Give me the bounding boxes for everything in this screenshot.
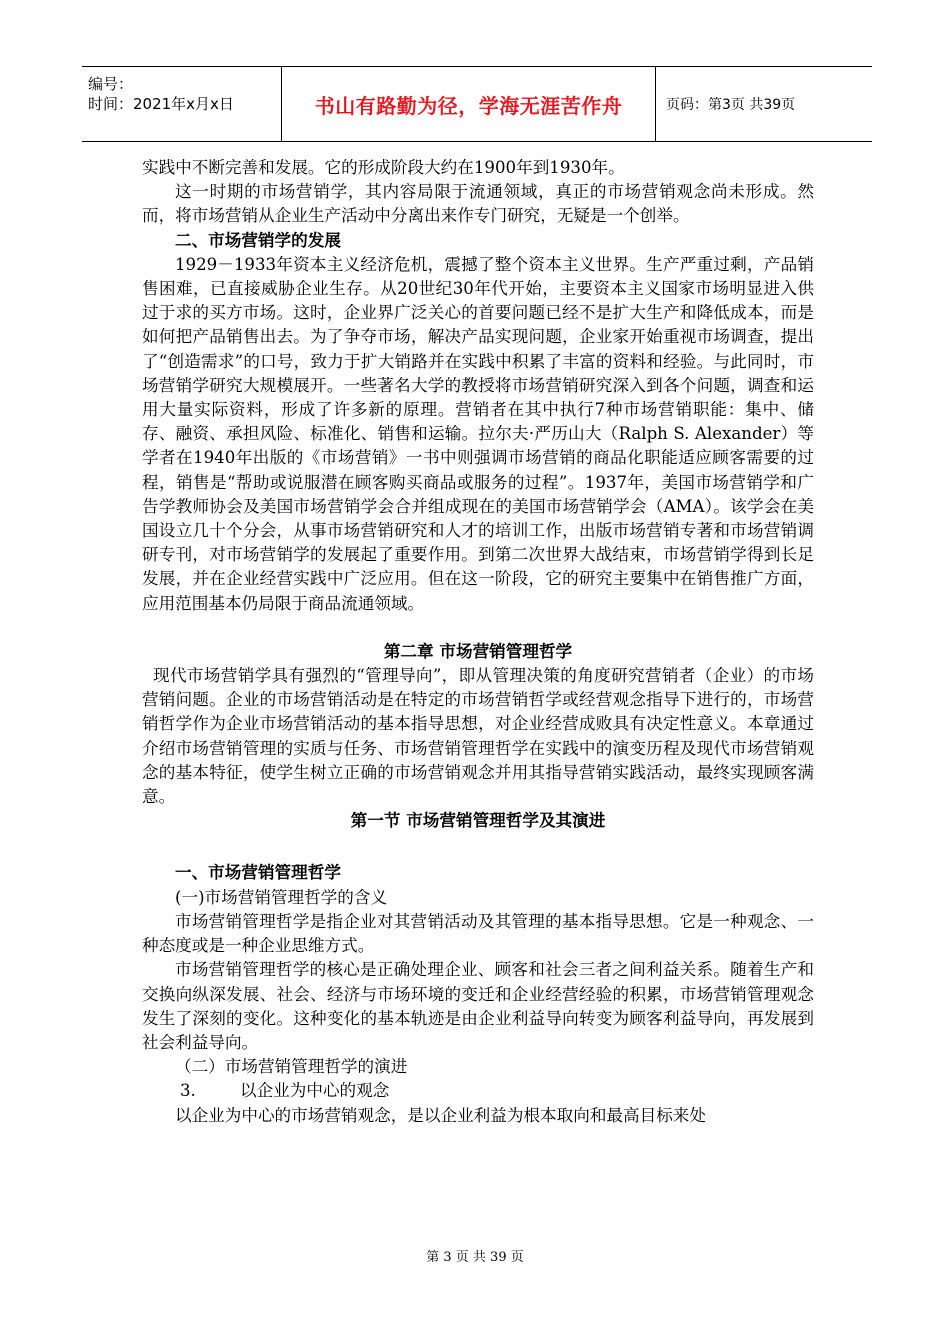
header-page-cell — [656, 67, 872, 141]
paragraph: 市场营销管理哲学是指企业对其营销活动及其管理的基本指导思想。它是一种观念、一种态度或是一种企业思维方式。 — [142, 911, 814, 956]
list-item — [142, 1079, 814, 1103]
subheading: （二）市场营销管理哲学的演进 — [175, 1057, 408, 1077]
chapter-title: 第二章 市场营销管理哲学 — [383, 641, 573, 661]
spacer — [142, 833, 814, 861]
header-meta-cell — [82, 67, 282, 141]
section-title: 第一节 市场营销管理哲学及其演进 — [350, 811, 606, 831]
section-heading: 一、市场营销管理哲学 — [175, 863, 341, 883]
header-page-label: 页码：第3页 共39页 — [666, 97, 796, 113]
number-label: 编号： — [88, 75, 134, 93]
paragraph: 这一时期的市场营销学，其内容局限于流通领域，真正的市场营销观念尚未形成。然而，将市场营销从企业生产活动中分离出来作专门研究，无疑是一个创举。 — [142, 182, 814, 226]
paragraph: 市场营销管理哲学的核心是正确处理企业、顾客和社会三者之间利益关系。随着生产和交换向纵深发展、社会、经济与市场环境的变迁和企业经营经验的积累，市场营销管理观念发生了深刻的变化。这种变化的基本轨迹是由企业利益导向转变为顾客利益导向，再发展到社会利益导向。 — [142, 960, 814, 1052]
document-body — [142, 156, 814, 1128]
paragraph: 以企业为中心的市场营销观念，是以企业利益为根本取向和最高目标来处 — [175, 1105, 706, 1125]
list-item-number: 3. — [180, 1081, 196, 1101]
header-motto: 书山有路勤为径，学海无涯苦作舟 — [314, 93, 623, 118]
page-header — [82, 66, 872, 142]
section-heading: 二、市场营销学的发展 — [175, 230, 341, 250]
page-footer: 第 3 页 共 39 页 — [426, 1250, 524, 1265]
list-item-text: 以企业为中心的观念 — [240, 1081, 390, 1101]
spacer — [142, 616, 814, 640]
paragraph: 实践中不断完善和发展。它的形成阶段大约在1900年到1930年。 — [142, 158, 625, 177]
paragraph: 1929－1933年资本主义经济危机，震撼了整个资本主义世界。生产严重过剩，产品销售困难，已直接威胁企业生存。从20世纪30年代开始，主要资本主义国家市场明显进入供过于求的买方市场。这时，企业界广泛关心的首要问题已经不是扩大生产和降低成本，而是如何把产品销售出去。为了争夺市场，解决产品实现问题，企业家开始重视市场调查，提出了“创造需求”的口号，致力于扩大销路并在实践中积累了丰富的资料和经验。与此同时，市场营销学研究大规模展开。一些著名大学的教授将市场营销研究深入到各个问题，调查和运用大量实际资料，形成了许多新的原理。营销者在其中执行7种市场营销职能：集中、储存、融资、承担风险、标准化、销售和运输。拉尔夫·严历山大（Ralph S. Alexander）等学者在1940年出版的《市场营销》一书中则强调市场营销的商品化职能适应顾客需要的过程，销售是“帮助或说服潜在顾客购买商品或服务的过程”。1937年，美国市场营销学和广告学教师协会及美国市场营销学会合并组成现在的美国市场营销学会（AMA）。该学会在美国设立几十个分会，从事市场营销研究和人才的培训工作，出版市场营销专著和市场营销调研专刊，对市场营销学的发展起了重要作用。到第二次世界大战结束，市场营销学得到长足发展，并在企业经营实践中广泛应用。但在这一阶段，它的研究主要集中在销售推广方面，应用范围基本仍局限于商品流通领域。 — [142, 254, 814, 613]
subheading: (一)市场营销管理哲学的含义 — [175, 887, 388, 907]
header-motto-cell — [282, 67, 656, 141]
paragraph: 现代市场营销学具有强烈的“管理导向”，即从管理决策的角度研究营销者（企业）的市场营销问题。企业的市场营销活动是在特定的市场营销哲学或经营观念指导下进行的，市场营销哲学作为企业市场营销活动的基本指导思想，对企业经营成败具有决定性意义。本章通过介绍市场营销管理的实质与任务、市场营销管理哲学在实践中的演变历程及现代市场营销观念的基本特征，使学生树立正确的市场营销观念并用其指导营销实践活动，最终实现顾客满意。 — [142, 666, 814, 807]
time-label: 时间：2021年x月x日 — [88, 95, 234, 113]
